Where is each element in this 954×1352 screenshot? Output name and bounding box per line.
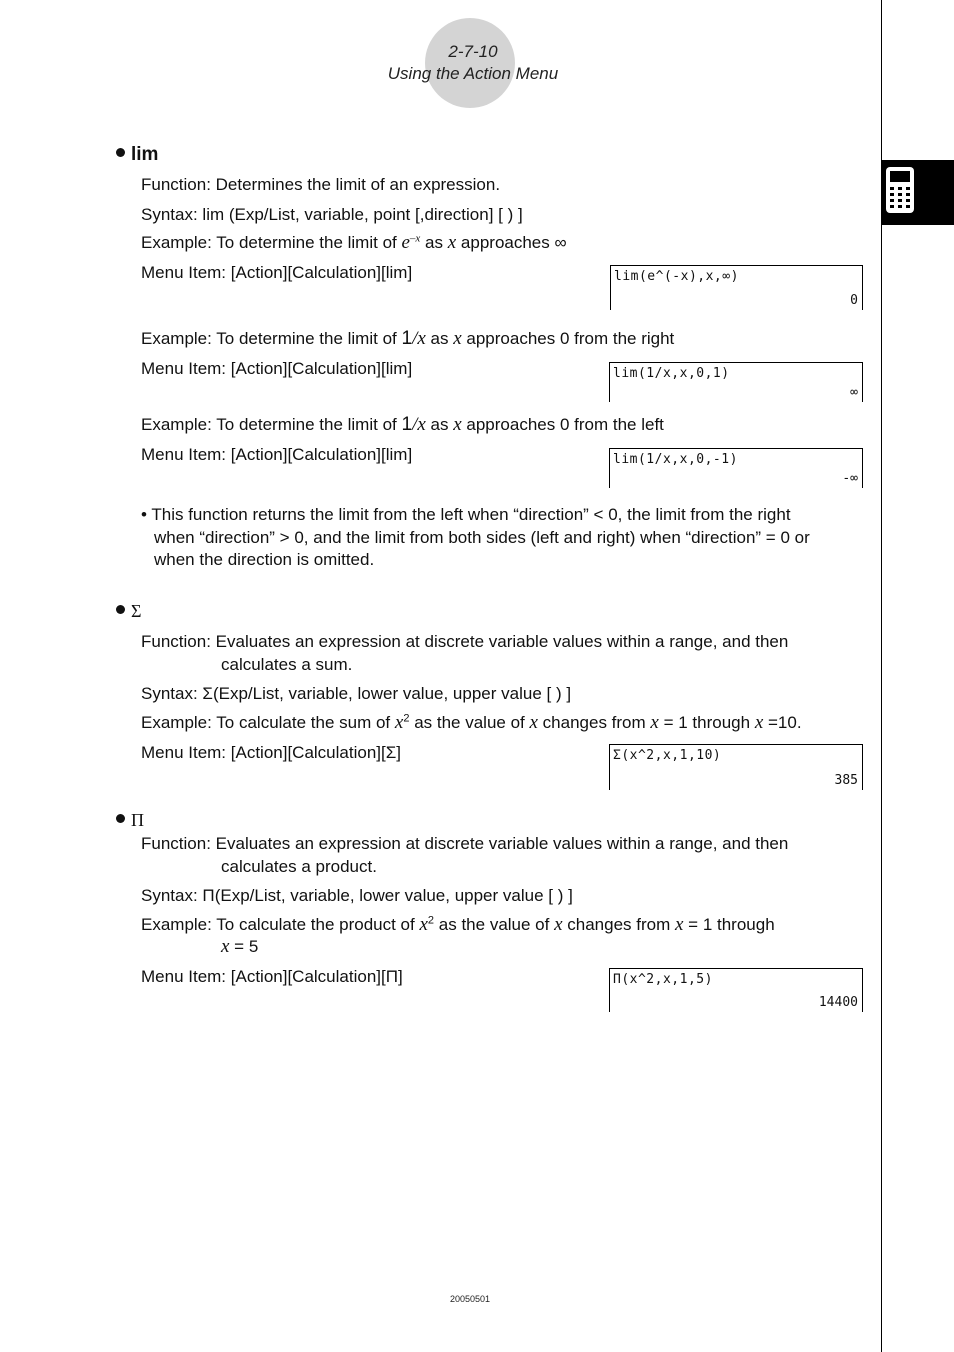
pi-function-line-1: Function: Evaluates an expression at discrete variable values within a range, and then xyxy=(141,834,789,853)
calculator-screen-lim-2 xyxy=(609,362,863,402)
calculator-screen-lim-1 xyxy=(610,265,863,310)
sigma-example: Example: To calculate the sum of $x^2$ as the value of x changes from x = 1 through x =10. xyxy=(141,712,802,733)
calculator-icon xyxy=(885,166,915,214)
pi-example-line-2: x = 5 xyxy=(221,936,259,957)
sigma-menu: Menu Item: [Action][Calculation][Σ] xyxy=(141,743,401,762)
lim-menu-1: Menu Item: [Action][Calculation][lim] xyxy=(141,263,413,282)
screen-output: -∞ xyxy=(842,471,858,486)
calculator-screen-sigma xyxy=(609,744,863,790)
calculator-screen-pi xyxy=(609,968,863,1012)
screen-input: lim(1/x,x,0,-1) xyxy=(613,452,738,467)
screen-input: lim(1/x,x,0,1) xyxy=(613,366,730,381)
chapter-tab xyxy=(882,160,954,225)
lim-note-line-3: when the direction is omitted. xyxy=(154,550,375,569)
section-title: Using the Action Menu xyxy=(387,64,559,83)
lim-menu-3: Menu Item: [Action][Calculation][lim] xyxy=(141,445,413,464)
pi-heading: Π xyxy=(116,810,144,831)
lim-note-line-2: when “direction” > 0, and the limit from both sides (left and right) when “direction” = 0 or xyxy=(154,528,810,547)
screen-output: ∞ xyxy=(850,385,858,400)
screen-output: 385 xyxy=(834,773,858,788)
bullet-icon xyxy=(116,814,125,823)
bullet-icon xyxy=(116,605,125,614)
lim-example-3: Example: To determine the limit of 1/x as x approaches 0 from the left xyxy=(141,414,664,435)
screen-input: lim(e^(-x),x,∞) xyxy=(614,269,739,284)
calculator-screen-lim-3 xyxy=(609,448,863,488)
lim-function: Function: Determines the limit of an expression. xyxy=(141,175,501,194)
lim-example-1: Example: To determine the limit of $e^{-x}$ as x approaches ∞ xyxy=(141,232,567,253)
footer-code: 20050501 xyxy=(449,1294,491,1304)
bullet-icon xyxy=(116,148,125,157)
pi-function-line-2: calculates a product. xyxy=(221,857,377,876)
lim-note-line-1: • This function returns the limit from the left when “direction” < 0, the limit from the right xyxy=(141,505,791,524)
header-circle xyxy=(425,18,515,108)
sigma-function-line-1: Function: Evaluates an expression at discrete variable values within a range, and then xyxy=(141,632,789,651)
lim-heading: lim xyxy=(116,145,158,165)
pi-menu: Menu Item: [Action][Calculation][Π] xyxy=(141,967,403,986)
screen-input: Π(x^2,x,1,5) xyxy=(613,972,713,987)
sigma-syntax: Syntax: Σ(Exp/List, variable, lower value, upper value [ ) ] xyxy=(141,684,572,703)
lim-syntax: Syntax: lim (Exp/List, variable, point [,direction] [ ) ] xyxy=(141,205,523,224)
screen-output: 0 xyxy=(850,293,858,308)
sigma-heading: Σ xyxy=(116,601,141,622)
screen-input: Σ(x^2,x,1,10) xyxy=(613,748,722,763)
screen-output: 14400 xyxy=(818,995,858,1010)
lim-menu-2: Menu Item: [Action][Calculation][lim] xyxy=(141,359,413,378)
pi-example-line-1: Example: To calculate the product of $x^2$ as the value of x changes from x = 1 through xyxy=(141,914,775,935)
sigma-function-line-2: calculates a sum. xyxy=(221,655,353,674)
pi-syntax: Syntax: Π(Exp/List, variable, lower value, upper value [ ) ] xyxy=(141,886,573,905)
page-number: 2-7-10 xyxy=(448,42,498,61)
lim-example-2: Example: To determine the limit of 1/x as x approaches 0 from the right xyxy=(141,328,675,349)
